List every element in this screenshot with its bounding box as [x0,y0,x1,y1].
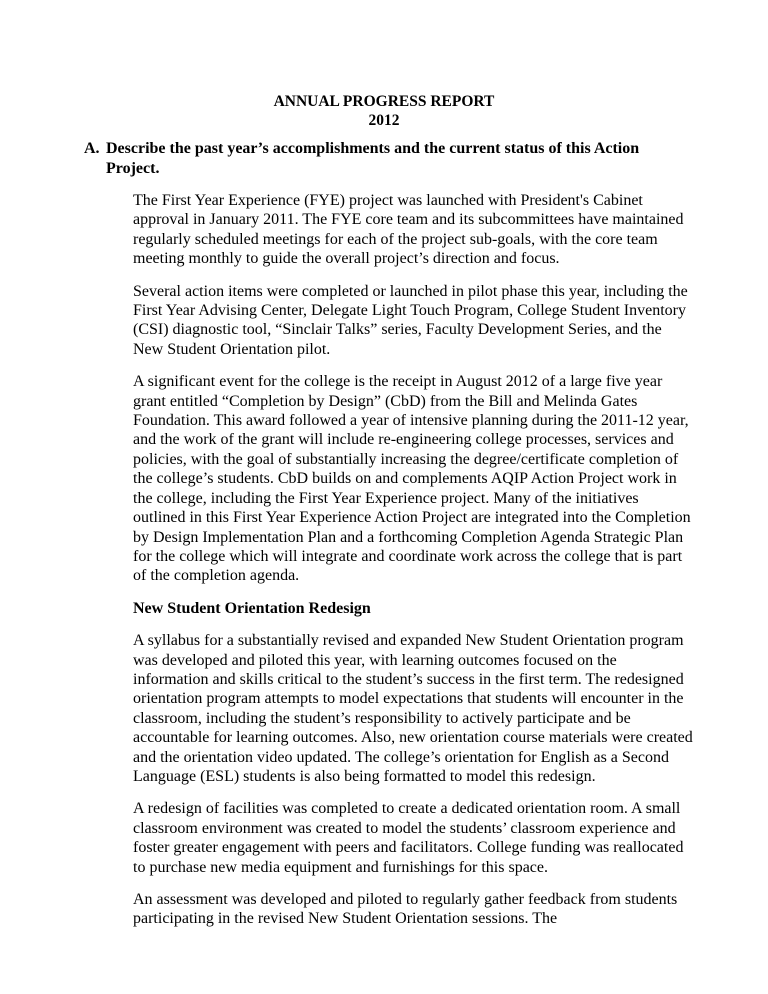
report-title-block [0,92,768,130]
answer-body [133,191,695,942]
paragraph: The First Year Experience (FYE) project was launched with President's Cabinet approval in January 2011. The FYE core team and its subcommittees have maintained regularly scheduled meetings for each of the project sub-goals, with the core team meeting monthly to guide the overall project’s direction and focus. [133,192,684,268]
paragraph: A syllabus for a substantially revised and expanded New Student Orientation program was developed and piloted this year, with learning outcomes focused on the information and skills critical to the student’s success in the first term. The redesigned orientation program attempts to model expectations that students will encounter in the classroom, including the student’s responsibility to actively participate and be accountable for learning outcomes. Also, new orientation course materials were created and the orientation video updated. The college’s orientation for English as a Second Language (ESL) students is also being formatted to model this redesign. [133,632,693,785]
question-letter: A. [84,140,100,157]
paragraph: An assessment was developed and piloted to regularly gather feedback from students participating in the revised New Student Orientation sessions. The [133,891,678,928]
section-subheading: New Student Orientation Redesign [133,599,371,617]
report-year: 2012 [368,112,400,129]
paragraph: A redesign of facilities was completed to create a dedicated orientation room. A small classroom environment was created to model the students’ classroom experience and foster greater engagement with peers and facilitators. College funding was reallocated to purchase new media equipment and furnishings for this space. [133,800,684,876]
report-title: ANNUAL PROGRESS REPORT [273,93,495,110]
section-question [84,139,684,179]
paragraph: Several action items were completed or launched in pilot phase this year, including the First Year Advising Center, Delegate Light Touch Program, College Student Inventory (CSI) diagnostic tool, “Sinclair Talks” series, Faculty Development Series, and the New Student Orientation pilot. [133,282,688,358]
paragraph: A significant event for the college is the receipt in August 2012 of a large five year grant entitled “Completion by Design” (CbD) from the Bill and Melinda Gates Foundation. This award followed a year of intensive planning during the 2011-12 year, and the work of the grant will include re-engineering college processes, services and policies, with the goal of substantially increasing the degree/certificate completion of the college’s students. CbD builds on and complements AQIP Action Project work in the college, including the First Year Experience project. Many of the initiatives outlined in this First Year Experience Action Project are integrated into the Completion by Design Implementation Plan and a forthcoming Completion Agenda Strategic Plan for the college which will integrate and coordinate work across the college that is part of the completion agenda. [133,373,691,585]
question-text: Describe the past year’s accomplishments and the current status of this Action Project. [106,140,640,177]
